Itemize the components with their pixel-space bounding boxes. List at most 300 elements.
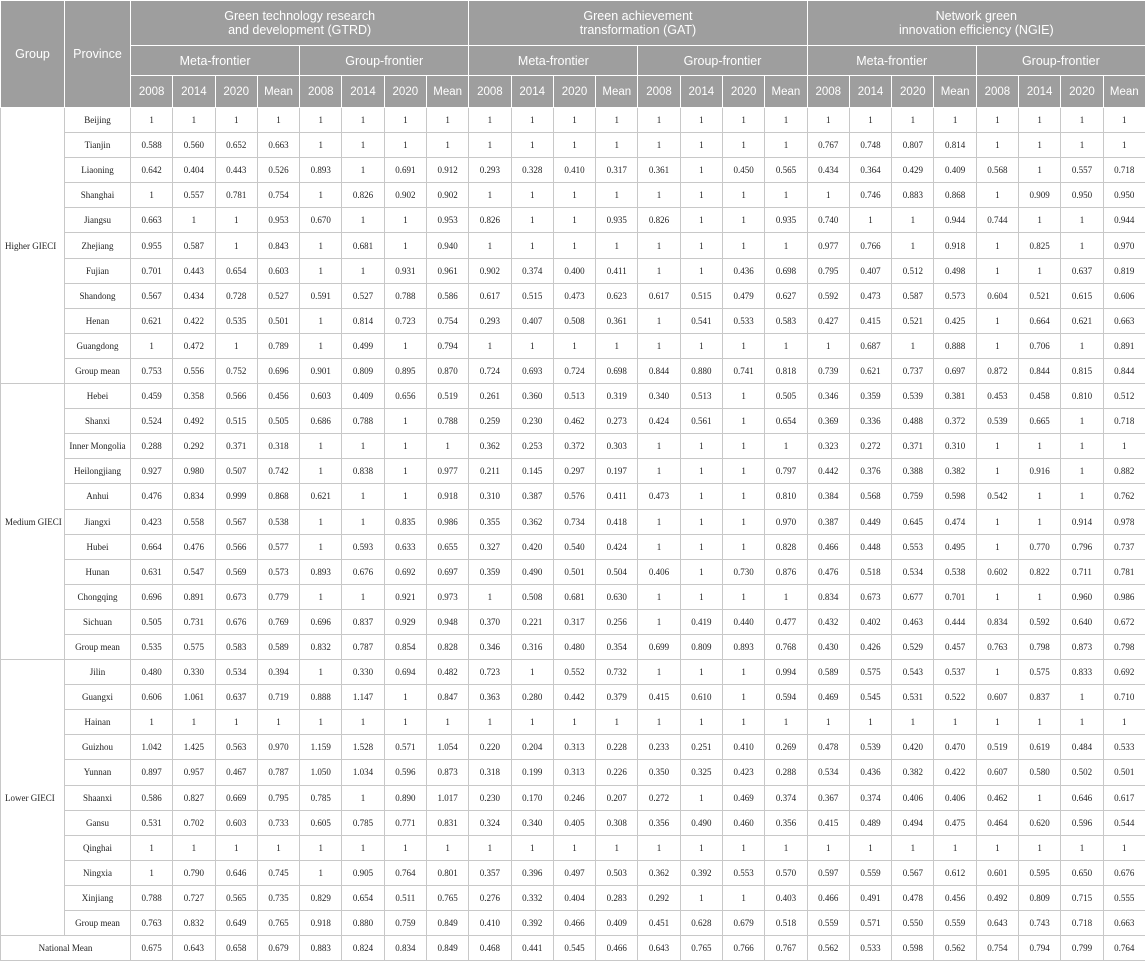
value-cell: 0.663 [257,133,299,158]
value-cell: 1 [722,409,764,434]
value-cell: 0.211 [469,459,511,484]
value-cell: 0.567 [215,509,257,534]
value-cell: 0.596 [1061,810,1103,835]
value-cell: 0.844 [638,358,680,383]
table-row [1,484,1145,509]
value-cell: 0.612 [934,860,976,885]
value-cell: 0.577 [257,534,299,559]
value-cell: 0.384 [807,484,849,509]
value-cell: 0.828 [765,534,807,559]
value-cell: 0.754 [976,936,1018,961]
value-cell: 1 [342,258,384,283]
value-cell: 1 [469,233,511,258]
value-cell: 0.737 [1103,534,1145,559]
value-cell: 0.571 [384,735,426,760]
value-cell: 0.565 [215,885,257,910]
value-cell: 0.497 [553,860,595,885]
table-row [1,233,1145,258]
value-cell: 1.042 [131,735,173,760]
value-cell: 1 [469,835,511,860]
year-header: 2014 [680,76,722,108]
value-cell: 0.986 [1103,584,1145,609]
value-cell: 0.643 [173,936,215,961]
value-cell: 1 [300,333,342,358]
value-cell: 0.586 [426,283,468,308]
value-cell: 0.354 [596,634,638,659]
value-cell: 1 [131,108,173,133]
value-cell: 0.379 [596,685,638,710]
value-cell: 0.723 [384,308,426,333]
province-cell: Heilongjiang [65,459,131,484]
value-cell: 0.814 [934,133,976,158]
value-cell: 0.675 [131,936,173,961]
value-cell: 0.621 [849,358,891,383]
value-cell: 0.371 [892,434,934,459]
value-cell: 0.607 [976,685,1018,710]
value-cell: 0.876 [765,559,807,584]
value-cell: 0.822 [1019,559,1061,584]
table-row [1,283,1145,308]
value-cell: 0.145 [511,459,553,484]
value-cell: 0.597 [807,860,849,885]
value-cell: 1 [722,484,764,509]
value-cell: 0.763 [976,634,1018,659]
value-cell: 0.654 [342,885,384,910]
value-cell: 1 [300,108,342,133]
value-cell: 1 [173,208,215,233]
value-cell: 1 [807,108,849,133]
value-cell: 0.462 [553,409,595,434]
value-cell: 0.627 [765,283,807,308]
value-cell: 0.355 [469,509,511,534]
value-cell: 1 [638,308,680,333]
value-cell: 0.849 [426,911,468,936]
value-cell: 0.764 [1103,936,1145,961]
value-cell: 0.441 [511,936,553,961]
value-cell: 0.456 [257,384,299,409]
value-cell: 1 [680,233,722,258]
value-cell: 1 [300,258,342,283]
value-cell: 0.676 [342,559,384,584]
value-cell: 1 [680,258,722,283]
header-row-frontiers [1,46,1145,76]
value-cell: 0.673 [849,584,891,609]
value-cell: 0.799 [1061,936,1103,961]
value-cell: 0.358 [173,384,215,409]
value-cell: 1 [638,333,680,358]
value-cell: 0.524 [131,409,173,434]
value-cell: 0.630 [596,584,638,609]
value-cell: 0.890 [384,785,426,810]
value-cell: 0.950 [1103,183,1145,208]
value-cell: 0.411 [596,258,638,283]
value-cell: 1 [511,208,553,233]
value-cell: 0.724 [553,358,595,383]
value-cell: 0.663 [1103,911,1145,936]
value-cell: 0.567 [131,283,173,308]
value-cell: 1 [976,434,1018,459]
value-cell: 0.766 [849,233,891,258]
value-cell: 0.492 [976,885,1018,910]
value-cell: 0.929 [384,609,426,634]
value-cell: 1 [722,584,764,609]
value-cell: 0.562 [934,936,976,961]
table-row [1,509,1145,534]
value-cell: 1 [511,108,553,133]
value-cell: 0.603 [215,810,257,835]
value-cell: 0.558 [173,509,215,534]
value-cell: 0.593 [342,534,384,559]
value-cell: 1 [384,434,426,459]
value-cell: 1 [976,835,1018,860]
value-cell: 0.442 [553,685,595,710]
value-cell: 1 [638,434,680,459]
value-cell: 1 [384,208,426,233]
value-cell: 0.430 [807,634,849,659]
value-cell: 1 [342,785,384,810]
frontier-header: Group-frontier [638,46,807,76]
value-cell: 0.473 [638,484,680,509]
value-cell: 0.880 [342,911,384,936]
value-cell: 0.534 [807,760,849,785]
value-cell: 1 [765,584,807,609]
value-cell: 1 [722,333,764,358]
value-cell: 0.359 [469,559,511,584]
value-cell: 0.698 [765,258,807,283]
category-header-line1: Green technology research [224,9,375,23]
value-cell: 1 [765,333,807,358]
value-cell: 0.324 [469,810,511,835]
year-header: 2008 [469,76,511,108]
value-cell: 1 [892,835,934,860]
value-cell: 0.519 [976,735,1018,760]
value-cell: 1 [1019,835,1061,860]
value-cell: 0.371 [215,434,257,459]
value-cell: 0.610 [680,685,722,710]
value-cell: 1 [384,710,426,735]
value-cell: 0.404 [173,158,215,183]
value-cell: 0.288 [131,434,173,459]
value-cell: 0.591 [300,283,342,308]
value-cell: 0.935 [765,208,807,233]
value-cell: 0.456 [934,885,976,910]
value-cell: 0.382 [934,459,976,484]
value-cell: 0.357 [469,860,511,885]
value-cell: 0.781 [215,183,257,208]
province-cell: Guangxi [65,685,131,710]
value-cell: 0.838 [342,459,384,484]
value-cell: 0.317 [553,609,595,634]
value-cell: 0.535 [215,308,257,333]
table-row [1,358,1145,383]
value-cell: 0.505 [257,409,299,434]
value-cell: 0.566 [215,384,257,409]
value-cell: 1 [342,484,384,509]
value-cell: 0.606 [1103,283,1145,308]
value-cell: 1 [1019,584,1061,609]
value-cell: 0.463 [892,609,934,634]
value-cell: 0.732 [596,660,638,685]
value-cell: 1 [976,660,1018,685]
value-cell: 0.521 [892,308,934,333]
value-cell: 0.466 [553,911,595,936]
value-cell: 0.406 [934,785,976,810]
value-cell: 0.779 [257,584,299,609]
value-cell: 0.495 [934,534,976,559]
value-cell: 1 [384,333,426,358]
value-cell: 1 [1019,484,1061,509]
value-cell: 0.466 [596,936,638,961]
value-cell: 0.697 [934,358,976,383]
value-cell: 1 [384,108,426,133]
value-cell: 0.477 [765,609,807,634]
province-cell: Ningxia [65,860,131,885]
value-cell: 1 [1061,835,1103,860]
value-cell: 0.986 [426,509,468,534]
value-cell: 0.701 [131,258,173,283]
value-cell: 0.426 [849,634,891,659]
value-cell: 0.826 [469,208,511,233]
value-cell: 0.598 [934,484,976,509]
value-cell: 0.619 [1019,735,1061,760]
value-cell: 0.601 [976,860,1018,885]
value-cell: 0.382 [892,760,934,785]
table-header [1,1,1145,108]
value-cell: 1 [892,108,934,133]
value-cell: 0.410 [553,158,595,183]
value-cell: 1 [342,158,384,183]
value-cell: 1 [680,459,722,484]
value-cell: 0.699 [638,634,680,659]
value-cell: 0.470 [934,735,976,760]
value-cell: 0.541 [680,308,722,333]
value-cell: 1 [976,258,1018,283]
value-cell: 1 [1019,133,1061,158]
value-cell: 0.458 [1019,384,1061,409]
value-cell: 0.515 [680,283,722,308]
value-cell: 0.544 [1103,810,1145,835]
value-cell: 0.788 [342,409,384,434]
value-cell: 0.809 [680,634,722,659]
table-row [1,885,1145,910]
value-cell: 0.226 [596,760,638,785]
value-cell: 0.702 [173,810,215,835]
value-cell: 1 [300,183,342,208]
value-cell: 0.815 [1061,358,1103,383]
value-cell: 0.694 [384,660,426,685]
value-cell: 0.567 [892,860,934,885]
value-cell: 1 [215,333,257,358]
value-cell: 1 [638,133,680,158]
value-cell: 0.818 [765,358,807,383]
value-cell: 0.873 [1061,634,1103,659]
value-cell: 0.256 [596,609,638,634]
value-cell: 0.741 [722,358,764,383]
national-mean-label: National Mean [1,936,131,961]
value-cell: 0.723 [469,660,511,685]
value-cell: 0.673 [215,584,257,609]
value-cell: 0.824 [342,936,384,961]
value-cell: 0.759 [384,911,426,936]
value-cell: 0.598 [892,936,934,961]
value-cell: 0.696 [131,584,173,609]
value-cell: 0.870 [426,358,468,383]
value-cell: 0.902 [384,183,426,208]
value-cell: 0.740 [807,208,849,233]
value-cell: 1 [553,108,595,133]
value-cell: 0.535 [131,634,173,659]
value-cell: 0.944 [1103,208,1145,233]
value-cell: 0.570 [765,860,807,885]
value-cell: 0.621 [131,308,173,333]
province-cell: Group mean [65,358,131,383]
value-cell: 1.147 [342,685,384,710]
value-cell: 1 [426,835,468,860]
value-cell: 1 [722,534,764,559]
value-cell: 1 [300,584,342,609]
value-cell: 0.814 [342,308,384,333]
value-cell: 0.849 [426,936,468,961]
value-cell: 0.788 [426,409,468,434]
table-row [1,660,1145,685]
value-cell: 0.507 [215,459,257,484]
value-cell: 0.451 [638,911,680,936]
value-cell: 0.573 [934,283,976,308]
value-cell: 0.676 [215,609,257,634]
value-cell: 0.801 [426,860,468,885]
value-cell: 0.868 [257,484,299,509]
value-cell: 0.420 [892,735,934,760]
value-cell: 1 [596,233,638,258]
year-header: Mean [257,76,299,108]
province-cell: Zhejiang [65,233,131,258]
value-cell: 1 [976,108,1018,133]
value-cell: 1 [1061,233,1103,258]
value-cell: 1 [1103,434,1145,459]
value-cell: 0.696 [300,609,342,634]
value-cell: 0.693 [511,358,553,383]
value-cell: 0.374 [511,258,553,283]
value-cell: 0.424 [638,409,680,434]
value-cell: 0.785 [342,810,384,835]
value-cell: 0.283 [596,885,638,910]
frontier-header: Meta-frontier [807,46,976,76]
frontier-header: Group-frontier [300,46,469,76]
value-cell: 0.692 [384,559,426,584]
value-cell: 0.764 [384,860,426,885]
value-cell: 0.499 [342,333,384,358]
value-cell: 1 [300,509,342,534]
value-cell: 0.410 [722,735,764,760]
value-cell: 0.480 [131,660,173,685]
value-cell: 0.603 [257,258,299,283]
value-cell: 1 [553,835,595,860]
value-cell: 1 [1019,208,1061,233]
value-cell: 1 [342,208,384,233]
value-cell: 0.293 [469,158,511,183]
value-cell: 0.677 [892,584,934,609]
table-row [1,760,1145,785]
value-cell: 0.363 [469,685,511,710]
value-cell: 0.918 [426,484,468,509]
value-cell: 0.796 [1061,534,1103,559]
province-cell: Liaoning [65,158,131,183]
table-row [1,333,1145,358]
value-cell: 1 [638,233,680,258]
value-cell: 0.568 [976,158,1018,183]
value-cell: 0.615 [1061,283,1103,308]
value-cell: 0.895 [384,358,426,383]
table-row [1,534,1145,559]
value-cell: 1 [680,158,722,183]
value-cell: 0.950 [1061,183,1103,208]
value-cell: 0.706 [1019,333,1061,358]
value-cell: 1 [807,333,849,358]
value-cell: 1 [765,233,807,258]
value-cell: 0.310 [934,434,976,459]
value-cell: 1 [426,133,468,158]
value-cell: 0.313 [553,760,595,785]
value-cell: 0.734 [553,509,595,534]
value-cell: 0.891 [1103,333,1145,358]
value-cell: 1 [976,183,1018,208]
value-cell: 1 [976,133,1018,158]
value-cell: 0.810 [765,484,807,509]
value-cell: 0.649 [215,911,257,936]
value-cell: 0.374 [765,785,807,810]
value-cell: 0.781 [1103,559,1145,584]
value-cell: 0.586 [131,785,173,810]
value-cell: 0.501 [257,308,299,333]
value-cell: 0.754 [257,183,299,208]
value-cell: 1 [215,208,257,233]
value-cell: 0.583 [765,308,807,333]
value-cell: 0.724 [469,358,511,383]
value-cell: 0.404 [553,885,595,910]
value-cell: 1 [131,860,173,885]
value-cell: 0.362 [469,434,511,459]
value-cell: 0.746 [849,183,891,208]
value-cell: 1 [384,484,426,509]
group-label: Medium GIECI [1,384,65,660]
value-cell: 0.718 [1061,911,1103,936]
value-cell: 1 [215,835,257,860]
value-cell: 1 [680,434,722,459]
value-cell: 0.297 [553,459,595,484]
value-cell: 0.553 [892,534,934,559]
value-cell: 0.450 [722,158,764,183]
value-cell: 0.518 [849,559,891,584]
value-cell: 1 [511,233,553,258]
value-cell: 0.293 [469,308,511,333]
province-cell: Hubei [65,534,131,559]
value-cell: 0.453 [976,384,1018,409]
value-cell: 0.664 [1019,308,1061,333]
value-cell: 0.410 [469,911,511,936]
value-cell: 0.350 [638,760,680,785]
value-cell: 0.970 [1103,233,1145,258]
value-cell: 0.587 [892,283,934,308]
value-cell: 0.914 [1061,509,1103,534]
value-cell: 1 [1061,685,1103,710]
value-cell: 0.273 [596,409,638,434]
value-cell: 1 [426,108,468,133]
value-cell: 1 [765,835,807,860]
value-cell: 1 [300,434,342,459]
province-cell: Group mean [65,911,131,936]
value-cell: 0.940 [426,233,468,258]
value-cell: 1 [342,835,384,860]
